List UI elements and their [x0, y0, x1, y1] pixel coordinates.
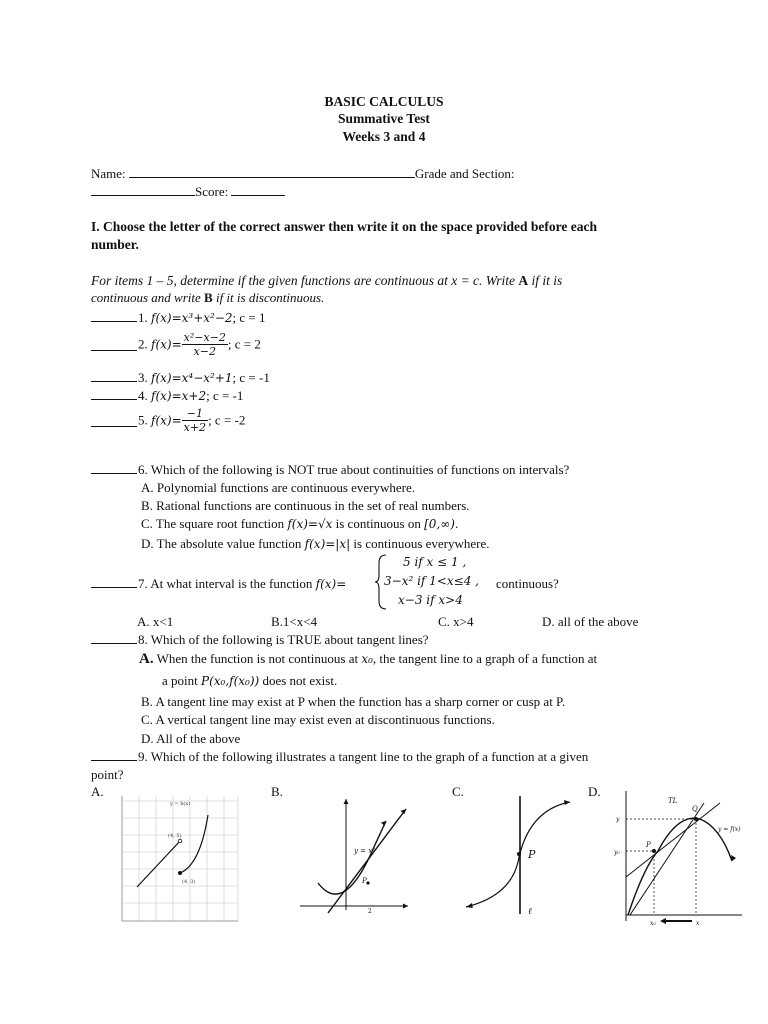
math-expr: f(x)=: [151, 337, 182, 352]
question-9: 9. Which of the following illustrates a tangent line to the graph of a function at a given: [91, 749, 588, 765]
name-row: [91, 166, 515, 182]
item-1: 1. f(x)=x³+x²−2; c = 1: [91, 310, 266, 326]
q7-option-c: C. x>4: [438, 614, 474, 629]
question-7: 7. At what interval is the function f(x)=: [91, 576, 346, 592]
answer-blank[interactable]: [91, 310, 137, 322]
curve-segment: [180, 815, 208, 873]
question-8: 8. Which of the following is TRUE about tangent lines?: [91, 632, 429, 648]
name-label: Name:: [91, 166, 126, 181]
q9-option-d-label: D.: [588, 784, 601, 799]
answer-blank[interactable]: [91, 749, 137, 761]
q8-option-c: C. A vertical tangent line may exist even at discontinuous functions.: [141, 712, 495, 727]
q7-option-a: A. x<1: [137, 614, 174, 629]
grade-label: Grade and Section:: [414, 166, 515, 181]
figure-a-grid: [122, 796, 238, 921]
figure-c-l: ℓ: [528, 907, 532, 917]
test-title: BASIC CALCULUS: [324, 94, 444, 109]
figure-d-y0: y₀: [614, 849, 620, 856]
answer-blank[interactable]: [91, 415, 137, 427]
section-instruction-line1: I. Choose the letter of the correct answer then write it on the space provided before each: [91, 219, 598, 234]
item-5: 5. f(x)= $\frac{-1}{x+2}$ ; c = -2: [91, 407, 245, 434]
q7-continuous: continuous?: [496, 576, 559, 591]
item-3: 3. f(x)=x⁴−x²+1; c = -1: [91, 370, 270, 386]
math-expr: f(x)=x+2: [151, 389, 207, 403]
q6-option-b: B. Rational functions are continuous in the set of real numbers.: [141, 498, 470, 513]
items-intro-line1: For items 1 – 5, determine if the given functions are continuous at x = c. Write A if it is: [91, 273, 563, 288]
math-expr: f(x)=x⁴−x²+1: [151, 371, 233, 385]
test-weeks: Weeks 3 and 4: [342, 129, 426, 144]
answer-blank[interactable]: [91, 632, 137, 644]
answer-blank[interactable]: [91, 462, 137, 474]
item-2: 2. f(x)= $\frac{\text{x²−x−2}}{x-2}$ ; c = 2: [91, 331, 261, 358]
letter-a: A: [518, 273, 529, 288]
math-expr: f(x)=x³+x²−2: [151, 311, 233, 325]
q8-option-b: B. A tangent line may exist at P when the function has a sharp corner or cusp at P.: [141, 694, 566, 709]
math-expr: f(x)=: [315, 577, 347, 591]
q6-option-c: C. The square root function f(x)=√x is continuous on [0,∞).: [141, 516, 459, 531]
test-subtitle: Summative Test: [338, 111, 430, 126]
figure-d-y: y: [616, 816, 620, 823]
q8-option-a-line2: a point P(x₀,f(x₀)) does not exist.: [162, 673, 338, 688]
figure-a-eq: y = h(x): [170, 801, 191, 807]
q9-option-c-label: C.: [452, 784, 464, 799]
math-expr: f(x)=√x: [287, 517, 333, 531]
figure-a-p2: (4, 3): [182, 879, 196, 885]
score-blank[interactable]: [231, 184, 285, 196]
q8-option-a-line1: A. When the function is not continuous at x₀, the tangent line to a graph of a function at: [139, 651, 598, 667]
figure-c-p: P: [528, 848, 536, 861]
score-row: [91, 184, 285, 200]
figure-a: [112, 791, 242, 931]
q7-option-d: D. all of the above: [542, 614, 639, 629]
letter-b: B: [204, 290, 213, 305]
figure-d-eq: y = f(x): [718, 826, 741, 833]
fraction: $\frac{\text{x²−x−2}}{x-2}$: [183, 331, 226, 358]
figure-d-x: x: [696, 920, 700, 927]
q9-option-a-label: A.: [91, 784, 104, 799]
piecewise-case-3: x−3 if x>4: [398, 593, 463, 607]
figure-d-q: Q: [692, 805, 698, 813]
items-intro-line2: continuous and write B if it is discontinuous.: [91, 290, 325, 305]
section-blank[interactable]: [91, 184, 195, 196]
answer-blank[interactable]: [91, 576, 137, 588]
question-6: 6. Which of the following is NOT true about continuities of functions on intervals?: [91, 462, 569, 478]
math-expr: [0,∞): [424, 517, 455, 531]
figure-d: [608, 787, 748, 927]
figure-b-p: P: [362, 877, 367, 885]
name-blank[interactable]: [129, 166, 415, 178]
figure-b: [296, 795, 416, 915]
piecewise-case-2: 3−x² if 1<x≤4 ,: [384, 574, 479, 588]
figure-c: [458, 792, 578, 917]
figure-d-x0: x₀: [650, 920, 656, 927]
q6-option-d: D. The absolute value function f(x)=|x| is continuous everywhere.: [141, 536, 490, 551]
math-expr: f(x)=: [151, 413, 182, 428]
figure-d-tl: TL: [668, 797, 678, 805]
figure-d-p: P: [646, 841, 651, 849]
math-expr: P(x₀,f(x₀)): [201, 674, 260, 688]
q9-option-b-label: B.: [271, 784, 283, 799]
parabola-curve: [318, 821, 386, 894]
figure-b-tick: 2: [368, 908, 372, 915]
item-4: 4. f(x)=x+2; c = -1: [91, 388, 243, 404]
math-expr: x₀: [361, 652, 373, 666]
answer-blank[interactable]: [91, 388, 137, 400]
piecewise-case-1: 5 if x ≤ 1 ,: [403, 555, 467, 569]
curve-y-fx: [628, 818, 732, 915]
tangent-line: [626, 803, 720, 877]
figure-b-eq: y = x²: [354, 847, 376, 855]
q6-option-a: A. Polynomial functions are continuous everywhere.: [141, 480, 416, 495]
question-9-cont: point?: [91, 767, 124, 782]
math-expr: f(x)=|x|: [304, 537, 351, 551]
answer-blank[interactable]: [91, 339, 137, 351]
line-segment: [137, 841, 180, 887]
section-instruction-line2: number.: [91, 237, 139, 252]
answer-blank[interactable]: [91, 370, 137, 382]
q8-option-d: D. All of the above: [141, 731, 241, 746]
score-label: Score:: [195, 184, 229, 199]
q7-option-b: B.1<x<4: [271, 614, 318, 629]
secant-line: [630, 803, 704, 915]
figure-a-p1: (4, 5): [168, 833, 182, 839]
fraction: $\frac{-1}{x+2}$: [183, 407, 207, 434]
tangent-line: [328, 809, 406, 913]
